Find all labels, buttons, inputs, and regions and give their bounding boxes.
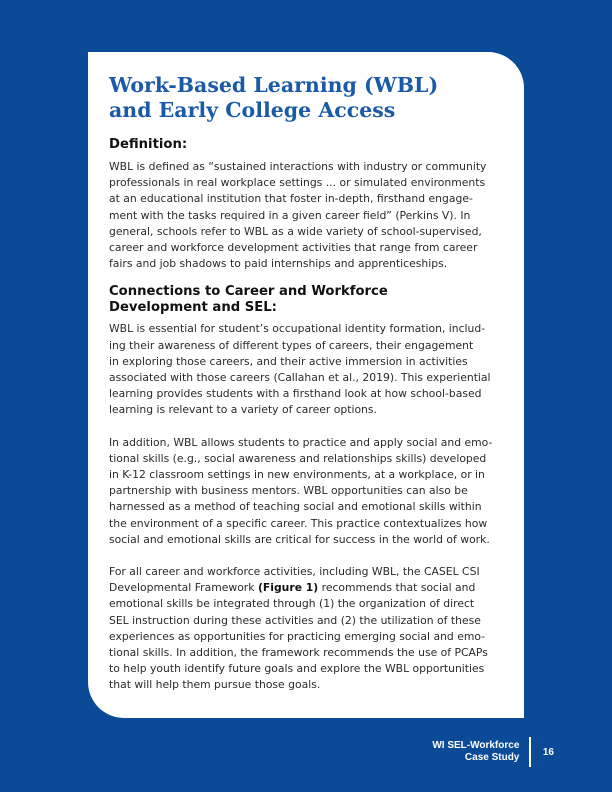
text-line: the environment of a specific career. This practice contextualizes how <box>109 516 488 530</box>
text-line: WBL is essential for student’s occupational identity formation, includ- <box>109 322 486 336</box>
footer-line-2: Case Study <box>464 752 520 763</box>
connections-paragraph-3 <box>109 564 500 694</box>
text-line: experiences as opportunities for practicing emerging social and emo- <box>109 629 486 643</box>
text-line: SEL instruction during these activities and (2) the utilization of these <box>109 613 481 627</box>
connections-heading <box>109 284 500 316</box>
text-fragment: recommends that social and <box>318 581 476 595</box>
definition-paragraph <box>109 159 500 272</box>
connections-paragraph-2 <box>109 435 500 548</box>
text-line: WBL is defined as “sustained interactions with industry or community <box>109 160 487 173</box>
connections-paragraph-1 <box>109 321 500 418</box>
definition-heading: Definition: <box>109 137 188 152</box>
text-line: in K-12 classroom settings in new environments, at a workplace, or in <box>109 468 485 482</box>
text-line: that will help them pursue those goals. <box>109 678 321 692</box>
text-line: tional skills (e.g., social awareness and relationships skills) developed <box>109 451 487 465</box>
text-line: at an educational institution that foster in-depth, firsthand engage- <box>109 192 473 206</box>
text-line: professionals in real workplace settings ... or simulated environments <box>109 176 486 190</box>
text-line: social and emotional skills are critical for success in the world of work. <box>109 532 490 546</box>
connections-heading-line-2: Development and SEL: <box>109 300 277 316</box>
text-line: emotional skills be integrated through (1) the organization of direct <box>109 597 475 611</box>
text-line: learning is relevant to a variety of career options. <box>109 403 377 417</box>
title-line-2: and Early College Access <box>109 98 396 122</box>
text-line <box>109 580 500 596</box>
text-line: tional skills. In addition, the framework recommends the use of PCAPs <box>109 646 488 660</box>
text-line: general, schools refer to WBL as a wide variety of school-supervised, <box>109 224 482 238</box>
title-line-1: Work-Based Learning (WBL) <box>109 73 439 97</box>
text-line: fairs and job shadows to paid internships and apprenticeships. <box>109 257 448 271</box>
page-number: 16 <box>542 746 554 758</box>
footer-line-1: WI SEL-Workforce <box>432 740 520 751</box>
text-line: ing their awareness of different types of careers, their engagement <box>109 338 474 352</box>
connections-heading-line-1: Connections to Career and Workforce <box>109 284 388 300</box>
page-footer <box>432 737 554 767</box>
text-line: In addition, WBL allows students to practice and apply social and emo- <box>109 435 493 449</box>
text-line: in exploring those careers, and their active immersion in activities <box>109 354 468 368</box>
text-line: harnessed as a method of teaching social and emotional skills within <box>109 500 482 514</box>
footer-divider <box>529 737 531 767</box>
text-line: learning provides students with a firsthand look at how school-based <box>109 387 482 401</box>
content-card <box>88 52 524 718</box>
text-line: For all career and workforce activities, including WBL, the CASEL CSI <box>109 565 480 579</box>
figure-reference: (Figure 1) <box>257 581 319 595</box>
text-line: to help youth identify future goals and explore the WBL opportunities <box>109 662 485 676</box>
footer-document-title <box>432 740 519 764</box>
text-line: partnership with business mentors. WBL opportunities can also be <box>109 484 468 498</box>
page-title <box>109 73 500 123</box>
text-line: associated with those careers (Callahan et al., 2019). This experiential <box>109 371 491 385</box>
text-line: career and workforce development activities that range from career <box>109 241 478 255</box>
text-fragment: Developmental Framework <box>109 581 258 595</box>
text-line: ment with the tasks required in a given career field” (Perkins V). In <box>109 208 471 222</box>
